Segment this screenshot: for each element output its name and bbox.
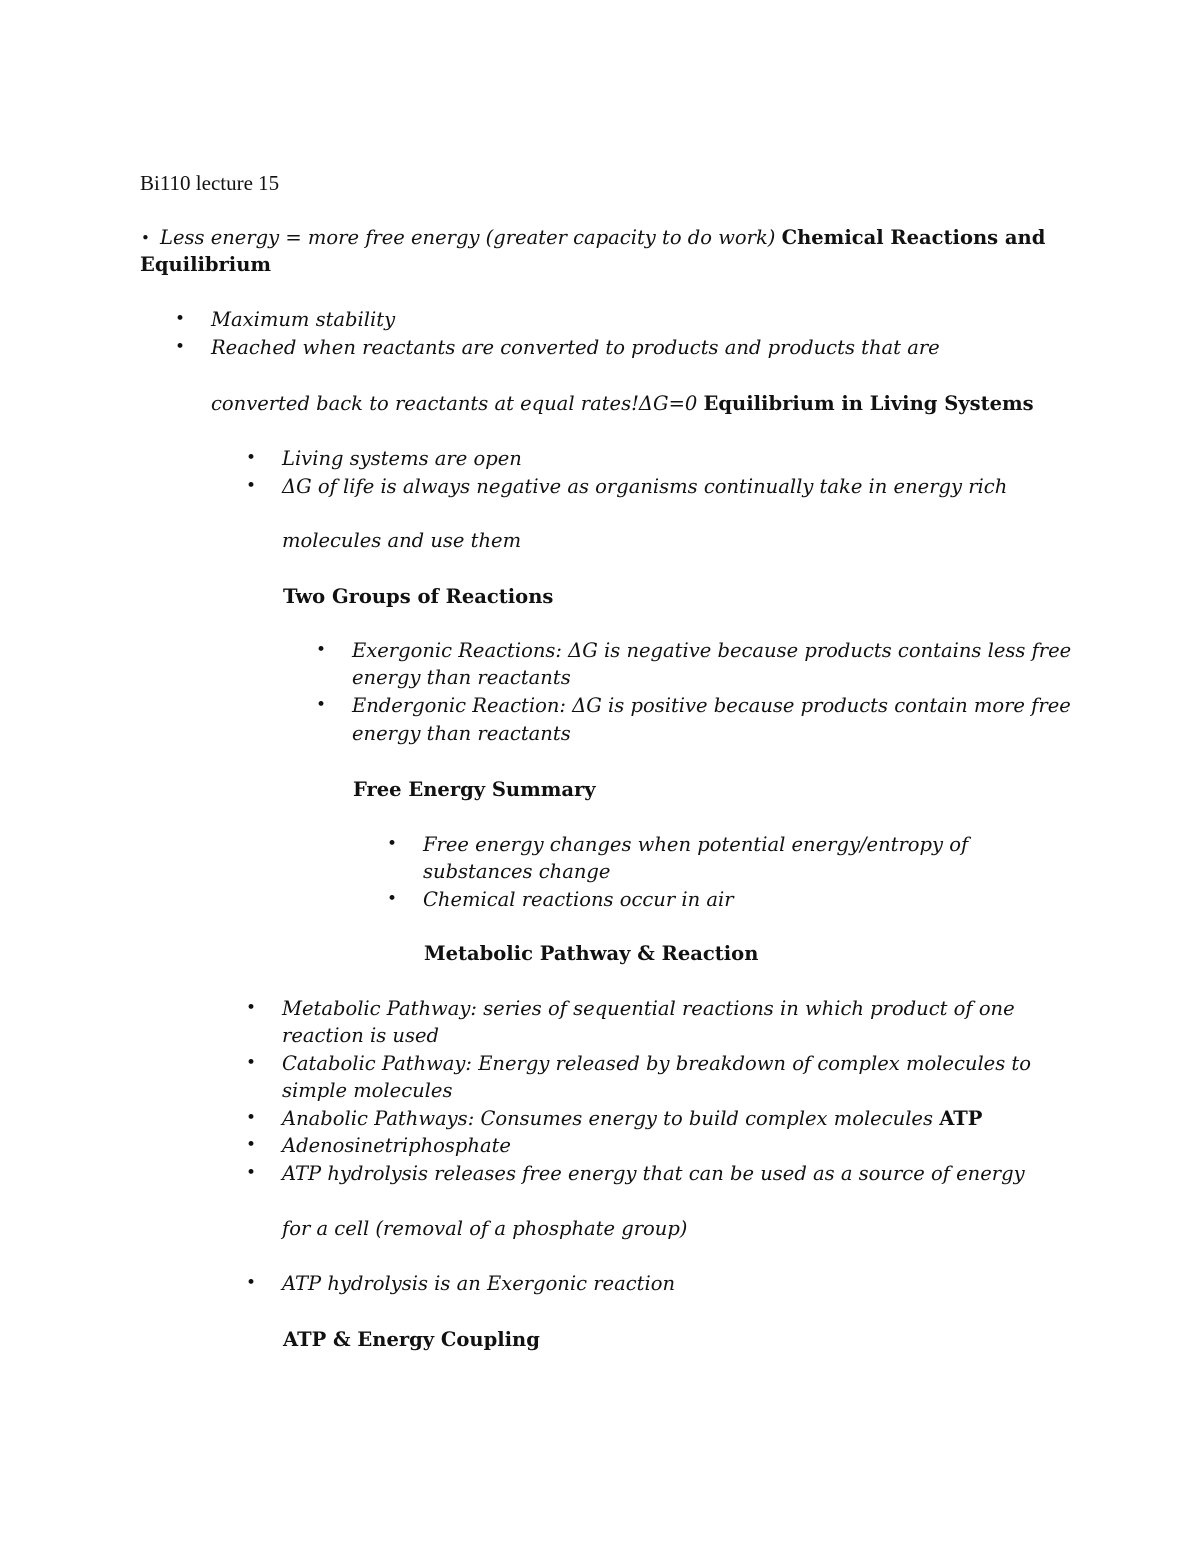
list-item-continuation: converted back to reactants at equal rates [211, 392, 632, 415]
list-item: Catabolic Pathway: Energy released by breakdown of complex molecules to [282, 1052, 1031, 1075]
heading-equilibrium: Equilibrium [140, 253, 272, 276]
intro-text: Less energy = more free energy (greater capacity to do work) [160, 226, 776, 249]
list-item: ATP hydrolysis is an Exergonic reaction [282, 1272, 675, 1295]
list-item-wrap: energy than reactants [352, 666, 571, 689]
list-bullet: • [175, 309, 186, 329]
heading-two-groups: Two Groups of Reactions [283, 585, 554, 608]
intro-bullet: • [141, 229, 150, 247]
heading-equilibrium-living-systems: Equilibrium in Living Systems [703, 392, 1034, 415]
list-item: Exergonic Reactions: ΔG is negative because products contains less free [352, 639, 1072, 662]
list-item: ATP hydrolysis releases free energy that can be used as a source of energy [282, 1162, 1025, 1185]
list-bullet: • [246, 1108, 257, 1128]
list-bullet: • [246, 448, 257, 468]
intro-line [160, 228, 1045, 248]
list-item-wrap: energy than reactants [352, 722, 571, 745]
list-item-wrap: simple molecules [282, 1079, 453, 1102]
heading-free-energy-summary: Free Energy Summary [353, 778, 596, 801]
list-item-continuation: for a cell (removal of a phosphate group) [282, 1217, 688, 1240]
list-bullet: • [246, 1053, 257, 1073]
heading-atp-energy-coupling: ATP & Energy Coupling [283, 1328, 540, 1351]
list-bullet: • [316, 640, 327, 660]
list-bullet: • [316, 695, 327, 715]
list-item: Adenosinetriphosphate [282, 1134, 511, 1157]
list-item-wrap: substances change [423, 860, 611, 883]
list-item: ΔG of life is always negative as organisms continually take in energy rich [282, 475, 1008, 498]
list-item: Endergonic Reaction: ΔG is positive because products contain more free [352, 694, 1071, 717]
list-item: Living systems are open [282, 447, 522, 470]
list-item: Free energy changes when potential energy/entropy of [423, 833, 969, 856]
list-item-wrap: reaction is used [282, 1024, 440, 1047]
document-title: Bi110 lecture 15 [140, 171, 280, 195]
equilibrium-continuation-line [211, 394, 1034, 414]
delta-g-symbol: !ΔG=0 [631, 392, 698, 415]
heading-chemical-reactions: Chemical Reactions and [781, 226, 1046, 249]
list-item: Reached when reactants are converted to products and products that are [211, 336, 940, 359]
list-bullet: • [246, 1163, 257, 1183]
list-item: Maximum stability [211, 308, 396, 331]
list-bullet: • [175, 337, 186, 357]
list-bullet: • [246, 1135, 257, 1155]
heading-metabolic-pathway: Metabolic Pathway & Reaction [424, 942, 759, 965]
list-bullet: • [246, 476, 257, 496]
list-item: Metabolic Pathway: series of sequential reactions in which product of one [282, 997, 1015, 1020]
anabolic-line [282, 1109, 982, 1129]
heading-atp: ATP [939, 1107, 983, 1130]
list-item-continuation: molecules and use them [282, 529, 522, 552]
list-bullet: • [246, 998, 257, 1018]
list-bullet: • [387, 889, 398, 909]
list-item: Anabolic Pathways: Consumes energy to build complex molecules [282, 1107, 933, 1130]
list-bullet: • [387, 834, 398, 854]
list-bullet: • [246, 1273, 257, 1293]
list-item: Chemical reactions occur in air [423, 888, 734, 911]
